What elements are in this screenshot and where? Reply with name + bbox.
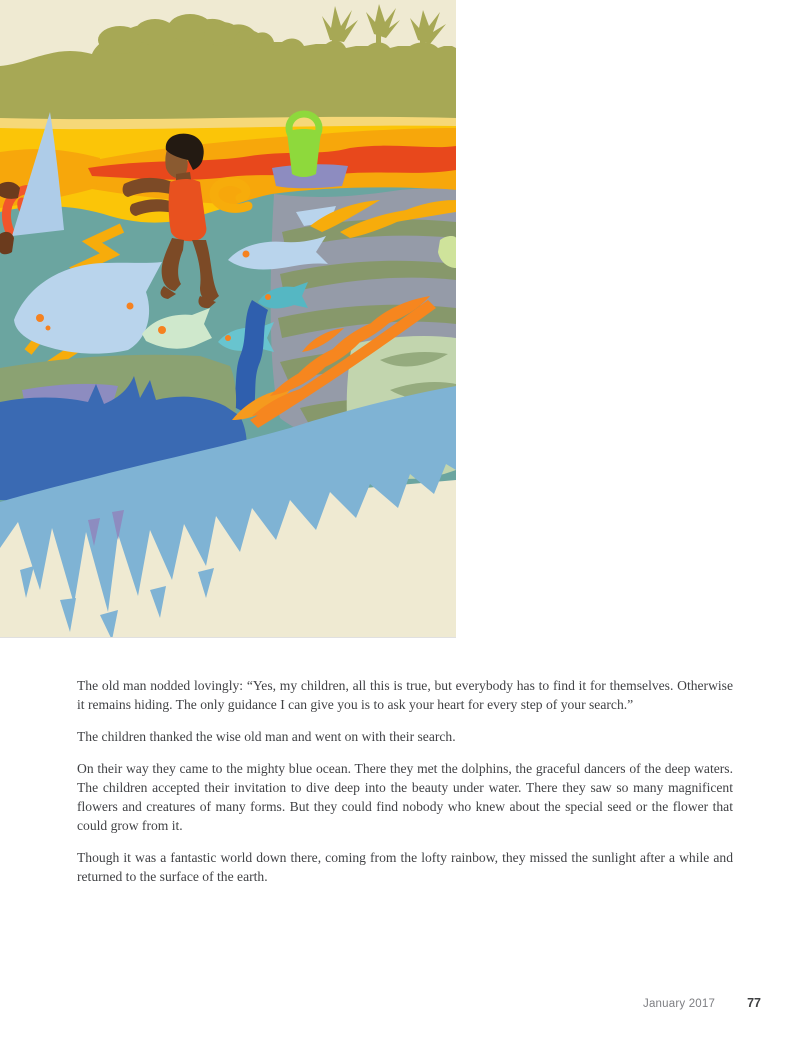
story-paragraph-2: The children thanked the wise old man and went on with their search. [77, 729, 456, 744]
page-number: 77 [747, 996, 761, 1010]
story-paragraph-4: Though it was a fantastic world down there, coming from the lofty rainbow, they missed the sunlight after a while and returned to the surface of the earth. [77, 850, 733, 884]
story-paragraph-1: The old man nodded lovingly: “Yes, my children, all this is true, but everybody has to find it for themselves. Otherwise it remains hiding. The only guidance I can give you is to ask your heart for every step of your search.” [77, 678, 733, 712]
paper-collage-scene [0, 0, 456, 637]
issue-date: January 2017 [643, 998, 716, 1010]
child-swimsuit [169, 179, 207, 241]
storybook-illustration [0, 0, 456, 637]
story-paragraph-3: On their way they came to the mighty blue ocean. There they met the dolphins, the graceful dancers of the deep waters. The children accepted their invitation to dive deep into the beauty under water. There they saw so many magnificent flowers and creatures of many forms. But they could find nobody who knew about the special seed or the flower that could grow from it. [77, 761, 733, 833]
story-text [77, 676, 733, 899]
page-footer [643, 996, 761, 1010]
